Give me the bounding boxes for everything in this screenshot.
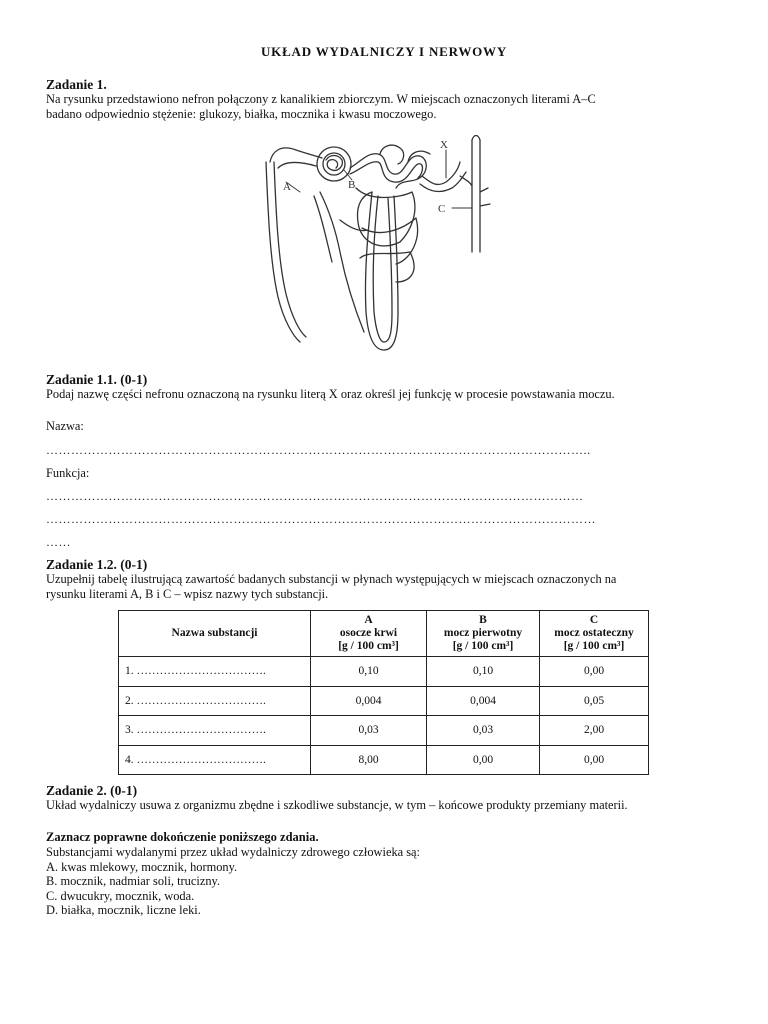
answer-option[interactable]: A. kwas mlekowy, mocznik, hormony. — [46, 859, 238, 874]
task1-2-text-line2: rysunku literami A, B i C – wpisz nazwy tych substancji. — [46, 586, 329, 601]
header-c-fluid: mocz ostateczny — [554, 627, 634, 639]
value-b-cell: 0,03 — [427, 716, 540, 746]
substance-name-cell[interactable]: 3. ……………………………. — [119, 716, 311, 746]
label-b: B — [348, 179, 356, 191]
table-row — [119, 686, 649, 716]
label-c: C — [438, 203, 446, 215]
header-col-b — [427, 611, 540, 657]
value-a-cell: 0,004 — [311, 686, 427, 716]
task1-2-section — [46, 557, 726, 601]
table-header-row — [119, 611, 649, 657]
answer-option[interactable]: C. dwucukry, mocznik, woda. — [46, 888, 195, 903]
task1-2-heading: Zadanie 1.2. (0-1) — [46, 557, 148, 572]
substance-name-cell[interactable]: 1. ……………………………. — [119, 657, 311, 687]
task2-section — [46, 783, 726, 813]
header-col-c — [540, 611, 649, 657]
task2-text: Układ wydalniczy usuwa z organizmu zbędne i szkodliwe substancje, w tym – końcowe produkty przemiany materii. — [46, 798, 628, 812]
task2-question-block — [46, 830, 726, 918]
task1-heading: Zadanie 1. — [46, 77, 107, 92]
header-c-unit: [g / 100 cm³] — [563, 640, 625, 652]
name-label: Nazwa: — [46, 419, 84, 433]
header-b-letter: B — [479, 614, 487, 626]
value-b-cell: 0,00 — [427, 745, 540, 775]
value-c-cell: 0,00 — [540, 657, 649, 687]
substance-name-cell[interactable]: 2. ……………………………. — [119, 686, 311, 716]
task1-section — [46, 77, 726, 121]
header-substance-name: Nazwa substancji — [119, 611, 311, 657]
task1-1-heading: Zadanie 1.1. (0-1) — [46, 372, 148, 387]
header-a-fluid: osocze krwi — [339, 627, 398, 639]
value-a-cell: 8,00 — [311, 745, 427, 775]
substance-name-cell[interactable]: 4. ……………………………. — [119, 745, 311, 775]
task1-2-text-line1: Uzupełnij tabelę ilustrującą zawartość badanych substancji w płynach występujących w miejscach oznaczonych na — [46, 572, 617, 586]
function-answer-line[interactable]: ………………………………………………………………………………………………………………… — [46, 489, 584, 503]
value-a-cell: 0,03 — [311, 716, 427, 746]
task2-heading: Zadanie 2. (0-1) — [46, 783, 138, 798]
header-b-unit: [g / 100 cm³] — [452, 640, 514, 652]
value-b-cell: 0,004 — [427, 686, 540, 716]
label-a: A — [283, 181, 291, 193]
nephron-figure — [260, 132, 500, 364]
answer-option[interactable]: B. mocznik, nadmiar soli, trucizny. — [46, 874, 221, 888]
answer-option[interactable]: D. białka, mocznik, liczne leki. — [46, 903, 201, 917]
value-c-cell: 0,05 — [540, 686, 649, 716]
name-answer-line[interactable]: ………………………………………………………………………………………………………………….. — [46, 443, 591, 457]
header-b-fluid: mocz pierwotny — [443, 627, 523, 639]
substance-table — [118, 610, 649, 775]
table-row — [119, 716, 649, 746]
function-answer-line[interactable]: …………………………………………………………………………………………………………………… — [46, 512, 596, 526]
task1-1-text: Podaj nazwę części nefronu oznaczoną na rysunku literą X oraz określ jej funkcję w procesie powstawania moczu. — [46, 387, 615, 401]
page-title: UKŁAD WYDALNICZY I NERWOWY — [260, 44, 508, 59]
task1-1-section — [46, 372, 726, 402]
header-a-unit: [g / 100 cm³] — [338, 640, 399, 652]
table-row — [119, 657, 649, 687]
value-c-cell: 0,00 — [540, 745, 649, 775]
task1-text-line1: Na rysunku przedstawiono nefron połączony z kanalikiem zbiorczym. W miejscach oznaczonych literami A–C — [46, 92, 596, 106]
function-answer-line[interactable]: …… — [46, 535, 71, 549]
table-row — [119, 745, 649, 775]
value-a-cell: 0,10 — [311, 657, 427, 687]
value-b-cell: 0,10 — [427, 657, 540, 687]
task2-question: Substancjami wydalanymi przez układ wydalniczy zdrowego człowieka są: — [46, 845, 420, 859]
header-col-a — [311, 611, 427, 657]
function-label: Funkcja: — [46, 466, 90, 480]
label-x: X — [440, 139, 448, 151]
header-a-letter: A — [364, 614, 373, 626]
task2-instruction: Zaznacz poprawne dokończenie poniższego zdania. — [46, 830, 319, 844]
value-c-cell: 2,00 — [540, 716, 649, 746]
task1-text-line2: badano odpowiednio stężenie: glukozy, białka, mocznika i kwasu moczowego. — [46, 106, 437, 121]
header-c-letter: C — [589, 614, 599, 626]
